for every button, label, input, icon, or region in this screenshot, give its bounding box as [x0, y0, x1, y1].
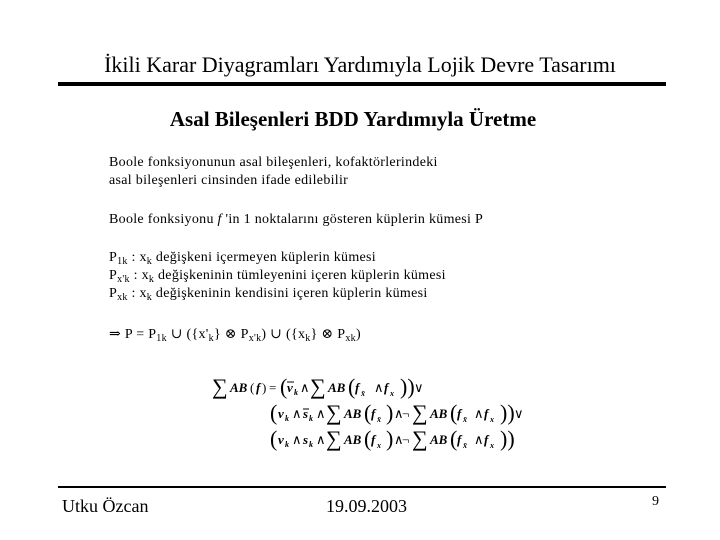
definition-subscript: xk [117, 292, 128, 303]
formula-xk-subscript: x [390, 389, 394, 398]
result-part: } ⊗ P [213, 327, 249, 342]
formula-and: ∧ [474, 406, 484, 421]
definition-item [109, 285, 446, 303]
formula-f: f [457, 432, 462, 447]
formula-big-paren: )) [500, 426, 515, 451]
formula-big-paren: )) [500, 400, 515, 425]
paragraph-cofactors-line2: asal bileşenleri cinsinden ifade edilebilir [109, 173, 349, 188]
sum-symbol: ∑ [326, 400, 342, 425]
implies-symbol: ⇒ [109, 327, 122, 342]
paragraph-cube-set [109, 211, 483, 229]
formula-xk-subscript: x [377, 441, 381, 450]
formula-or: ∨ [514, 406, 524, 421]
definition-subscript: x'k [117, 274, 130, 285]
result-subscript: x'k [248, 333, 262, 344]
formula-and: ∧ [394, 432, 404, 447]
result-subscript: k [208, 333, 214, 344]
formula-and: ∧ [474, 432, 484, 447]
formula-xk-subscript: x [490, 441, 494, 450]
sum-symbol: ∑ [212, 374, 228, 399]
formula-k-subscript: k [294, 388, 298, 397]
formula-big-paren: ) [386, 426, 394, 451]
formula-k-subscript: k [309, 440, 313, 449]
definition-var: : x [127, 250, 147, 265]
formula-or: ∨ [414, 380, 424, 395]
formula-v: v [278, 432, 284, 447]
slide-subtitle-text: Asal Bileşenleri BDD Yardımıyla Üretme [169, 107, 537, 131]
paragraph-cofactors [109, 154, 438, 190]
formula-k-subscript: k [285, 414, 289, 423]
formula-and: ∧ [292, 432, 302, 447]
definition-symbol: P [109, 286, 118, 301]
formula-xk-subscript: x̄ [463, 415, 467, 424]
slide-subtitle [0, 107, 720, 132]
formula-not: ¬ [402, 406, 410, 421]
sum-symbol: ∑ [412, 400, 428, 425]
formula-xk-subscript: x̄ [361, 389, 365, 398]
formula-big-paren: ( [270, 400, 278, 425]
formula-not: ¬ [402, 432, 410, 447]
formula-k-subscript: k [309, 414, 313, 423]
footer-rule [58, 486, 666, 488]
result-part: ) [355, 327, 361, 342]
cube-set-pre: Boole fonksiyonu [109, 212, 218, 227]
formula-big-paren: ( [450, 426, 458, 451]
sum-symbol: ∑ [326, 426, 342, 451]
formula-f: f [355, 380, 360, 395]
formula-ab: AB [344, 432, 362, 447]
formula-ab: AB [230, 380, 248, 395]
result-part: P = P [121, 327, 157, 342]
formula-ab: AB [430, 406, 448, 421]
result-subscript: 1k [156, 333, 167, 344]
footer-page-number: 9 [652, 494, 659, 509]
definitions-list [109, 249, 446, 303]
definition-text: değişkeninin kendisini içeren küplerin kümesi [152, 286, 428, 301]
result-subscript: xk [345, 333, 356, 344]
cube-set-var: f [217, 212, 222, 227]
formula-f: f [371, 432, 376, 447]
definition-var-subscript: k [146, 256, 153, 267]
definition-text: değişkeninin tümleyenini içeren küplerin kümesi [154, 268, 446, 283]
result-part: } ⊗ P [310, 327, 346, 342]
result-part: ∪ ({x' [166, 327, 209, 342]
definition-var-subscript: k [148, 274, 155, 285]
formula-f: f [256, 380, 261, 395]
definition-var: : x [127, 286, 147, 301]
header-title: İkili Karar Diyagramları Yardımıyla Lojik Devre Tasarımı [104, 52, 616, 77]
formula-v: v [278, 406, 284, 421]
formula-big-paren: )) [400, 374, 415, 399]
footer-date: 19.09.2003 [326, 496, 407, 516]
formula-f: f [371, 406, 376, 421]
formula-xk-subscript: x̄ [463, 441, 467, 450]
formula-big-paren: ) [386, 400, 394, 425]
formula-and: ∧ [374, 380, 384, 395]
formula-and: ∧ [316, 406, 326, 421]
prime-implicant-formula [208, 372, 538, 454]
formula-f: f [384, 380, 389, 395]
formula-xk-subscript: x [490, 415, 494, 424]
definition-var: : x [129, 268, 149, 283]
formula-big-paren: ( [364, 426, 372, 451]
definition-item [109, 249, 446, 267]
formula-and: ∧ [292, 406, 302, 421]
formula-f: f [457, 406, 462, 421]
formula-s: s [303, 406, 309, 421]
formula-s: s [303, 432, 309, 447]
sum-symbol: ∑ [412, 426, 428, 451]
sum-symbol: ∑ [310, 374, 326, 399]
definition-var-subscript: k [146, 292, 153, 303]
formula-f: f [484, 406, 489, 421]
definition-symbol: P [109, 268, 118, 283]
definition-symbol: P [109, 250, 118, 265]
result-part: ) ∪ ({x [261, 327, 306, 342]
paragraph-cofactors-line1: Boole fonksiyonunun asal bileşenleri, kofaktörlerindeki [109, 155, 438, 170]
formula-xk-subscript: x̄ [377, 415, 381, 424]
formula-big-paren: ( [450, 400, 458, 425]
formula-ab: AB [430, 432, 448, 447]
footer-author: Utku Özcan [62, 496, 149, 516]
formula-and: ∧ [300, 380, 310, 395]
definition-item [109, 267, 446, 285]
formula-f: f [484, 432, 489, 447]
formula-big-paren: ( [348, 374, 356, 399]
formula-big-paren: ( [280, 374, 288, 399]
formula-ab: AB [344, 406, 362, 421]
cube-set-post: 'in 1 noktalarını gösteren küplerin kümesi P [221, 212, 484, 227]
formula-eq: = [269, 380, 277, 395]
definition-text: değişkeni içermeyen küplerin kümesi [152, 250, 376, 265]
result-subscript: k [305, 333, 311, 344]
formula-and: ∧ [316, 432, 326, 447]
definition-subscript: 1k [117, 256, 128, 267]
formula-paren: ( [250, 380, 255, 395]
formula-ab: AB [328, 380, 346, 395]
formula-v: v [287, 380, 293, 395]
header-rule [58, 82, 666, 86]
formula-big-paren: ( [364, 400, 372, 425]
formula-big-paren: ( [270, 426, 278, 451]
formula-paren: ) [262, 380, 267, 395]
result-equation [109, 326, 361, 344]
formula-k-subscript: k [285, 440, 289, 449]
formula-and: ∧ [394, 406, 404, 421]
